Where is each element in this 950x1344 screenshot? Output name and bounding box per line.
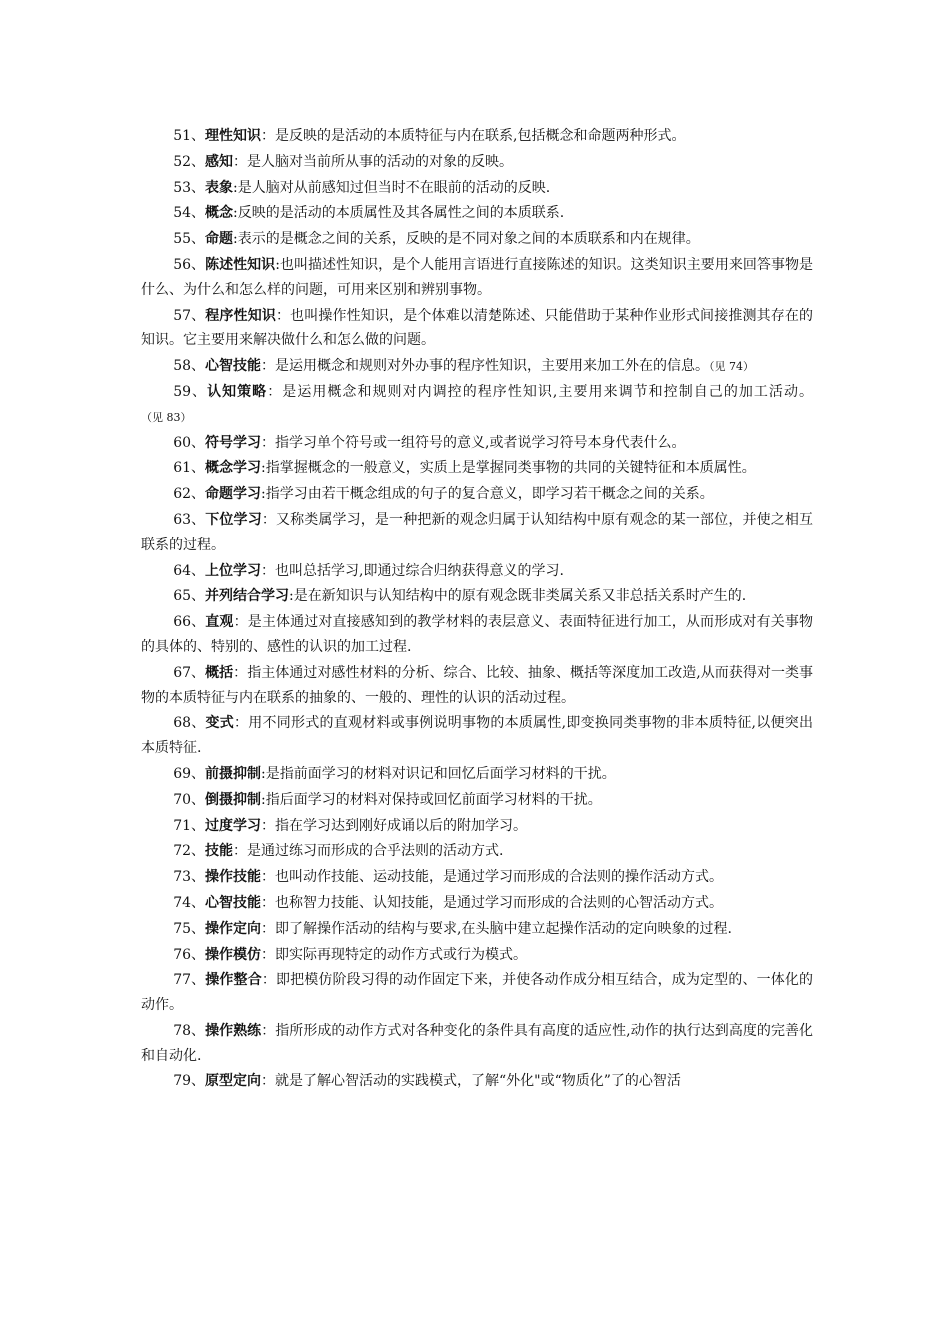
- entry-number: 75、: [173, 920, 206, 937]
- entry-note: （见 74）: [709, 360, 755, 374]
- entry-separator: ：: [233, 614, 248, 631]
- entry-definition: 指在学习达到刚好成诵以后的附加学习。: [275, 817, 528, 834]
- entry-definition: 指掌握概念的一般意义，实质上是掌握同类事物的共同的关键特征和本质属性。: [265, 460, 756, 477]
- glossary-entry: [141, 176, 813, 202]
- entry-number: 58、: [173, 358, 206, 375]
- entry-number: 63、: [173, 511, 206, 528]
- glossary-entry: [141, 227, 813, 253]
- entry-term: 表象: [205, 179, 234, 196]
- entry-number: 71、: [173, 817, 206, 834]
- entry-number: 65、: [173, 588, 206, 605]
- entry-separator: :: [261, 791, 266, 808]
- entry-separator: :: [233, 205, 238, 222]
- entry-number: 74、: [173, 894, 206, 911]
- entry-separator: :: [233, 179, 238, 196]
- entry-definition: 指学习由若干概念组成的句子的复合意义，即学习若干概念之间的关系。: [265, 486, 714, 503]
- entry-number: 78、: [173, 1022, 206, 1039]
- entry-term: 过度学习: [205, 817, 262, 834]
- entry-definition: 也叫总括学习,即通过综合归纳获得意义的学习.: [275, 562, 564, 579]
- entry-number: 60、: [173, 434, 206, 451]
- entry-term: 符号学习: [205, 434, 262, 451]
- entry-separator: :: [275, 256, 280, 273]
- entry-definition: 即了解操作活动的结构与要求,在头脑中建立起操作活动的定向映象的过程.: [275, 920, 732, 937]
- entry-term: 上位学习: [205, 562, 262, 579]
- entry-number: 54、: [173, 205, 206, 222]
- entry-term: 命题: [205, 231, 234, 248]
- entry-number: 72、: [173, 843, 206, 860]
- entry-number: 55、: [173, 231, 206, 248]
- entry-definition: 是人脑对当前所从事的活动的对象的反映。: [247, 153, 514, 170]
- entry-definition: 即实际再现特定的动作方式或行为模式。: [275, 946, 528, 963]
- glossary-entry: [141, 1019, 813, 1070]
- entry-separator: ：: [261, 920, 276, 937]
- entry-definition: 是反映的是活动的本质特征与内在联系,包括概念和命题两种形式。: [275, 128, 686, 144]
- entry-number: 62、: [173, 486, 206, 503]
- entry-definition: 是人脑对从前感知过但当时不在眼前的活动的反映.: [237, 179, 551, 196]
- entry-separator: ：: [261, 358, 276, 375]
- glossary-entry: [141, 865, 813, 891]
- glossary-entry: [141, 891, 813, 917]
- entry-number: 67、: [173, 664, 206, 681]
- glossary-entry: [141, 456, 813, 482]
- entry-number: 68、: [173, 715, 206, 732]
- glossary-entry: [141, 711, 813, 762]
- entry-definition: 也称智力技能、认知技能，是通过学习而形成的合法则的心智活动方式。: [275, 894, 724, 911]
- entry-separator: ：: [261, 869, 276, 886]
- entry-number: 56、: [173, 256, 206, 273]
- entry-term: 倒摄抑制: [205, 791, 262, 808]
- entry-number: 66、: [173, 614, 206, 631]
- entry-definition: 即把模仿阶段习得的动作固定下来，并使各动作成分相互结合，成为定型的、一体化的动作。: [141, 972, 813, 1014]
- glossary-entry: [141, 354, 813, 380]
- entry-number: 51、: [173, 128, 206, 144]
- entry-definition: 指学习单个符号或一组符号的意义,或者说学习符号本身代表什么。: [275, 434, 686, 451]
- glossary-entry: [141, 380, 813, 431]
- entry-separator: ：: [234, 715, 249, 732]
- glossary-entry: [141, 482, 813, 508]
- entry-definition: 指主体通过对感性材料的分析、综合、比较、抽象、概括等深度加工改造,从而获得对一类事物的本质特征与内在联系的抽象的、一般的、理性的认识的活动过程。: [141, 664, 814, 706]
- entry-term: 操作熟练: [205, 1022, 262, 1039]
- entry-term: 技能: [205, 843, 234, 860]
- entry-definition: 是运用概念和规则对内调控的程序性知识,主要用来调节和控制自己的加工活动。: [282, 383, 814, 400]
- glossary-entry: [141, 610, 813, 661]
- glossary-entry: [141, 253, 813, 304]
- entry-definition: 反映的是活动的本质属性及其各属性之间的本质联系.: [237, 205, 565, 222]
- entry-term: 直观: [205, 614, 234, 631]
- entry-separator: :: [261, 765, 266, 782]
- entry-definition: 是主体通过对直接感知到的教学材料的表层意义、表面特征进行加工，从而形成对有关事物的具体的、特别的、感性的认识的加工过程.: [141, 614, 814, 655]
- entry-term: 操作技能: [205, 869, 262, 886]
- entry-separator: ：: [233, 664, 248, 681]
- entry-term: 感知: [205, 153, 234, 170]
- entry-number: 59、: [173, 383, 208, 400]
- entry-number: 73、: [173, 869, 206, 886]
- entry-separator: ：: [261, 972, 276, 989]
- entry-term: 理性知识: [205, 128, 262, 144]
- entry-definition: 也叫操作性知识，是个体难以清楚陈述、只能借助于某种作业形式间接推测其存在的知识。它主要用来解决做什么和怎么做的问题。: [141, 307, 814, 349]
- entry-term: 心智技能: [205, 358, 262, 375]
- entry-term: 变式: [205, 715, 234, 732]
- entry-number: 52、: [173, 153, 206, 170]
- entry-separator: :: [261, 486, 266, 503]
- entry-definition: 也叫动作技能、运动技能，是通过学习而形成的合法则的操作活动方式。: [275, 869, 724, 886]
- entry-term: 操作整合: [205, 972, 262, 989]
- glossary-list: [141, 124, 813, 1095]
- entry-number: 76、: [173, 946, 206, 963]
- entry-separator: ：: [261, 894, 276, 911]
- entry-note: （见 83）: [141, 410, 192, 424]
- glossary-entry: [141, 584, 813, 610]
- glossary-entry: [141, 304, 813, 355]
- glossary-entry: [141, 788, 813, 814]
- entry-separator: :: [261, 460, 266, 477]
- glossary-entry: [141, 201, 813, 227]
- entry-separator: ：: [261, 1022, 276, 1039]
- entry-separator: ：: [233, 843, 248, 860]
- entry-number: 53、: [173, 179, 206, 196]
- entry-separator: ：: [261, 511, 276, 528]
- glossary-entry: [141, 1069, 813, 1095]
- glossary-entry: [141, 968, 813, 1019]
- glossary-entry: [141, 762, 813, 788]
- entry-number: 57、: [173, 307, 206, 324]
- entry-definition: 是指前面学习的材料对识记和回忆后面学习材料的干扰。: [265, 765, 616, 782]
- entry-term: 并列结合学习: [205, 588, 290, 605]
- glossary-entry: [141, 917, 813, 943]
- entry-number: 70、: [173, 791, 206, 808]
- entry-separator: :: [233, 231, 238, 248]
- document-page: [141, 124, 813, 1095]
- entry-separator: ：: [261, 434, 276, 451]
- entry-definition: 指后面学习的材料对保持或回忆前面学习材料的干扰。: [265, 791, 602, 808]
- entry-definition: 表示的是概念之间的关系，反映的是不同对象之间的本质联系和内在规律。: [237, 231, 700, 248]
- entry-term: 陈述性知识: [205, 256, 276, 273]
- entry-term: 操作模仿: [205, 946, 262, 963]
- entry-term: 命题学习: [205, 486, 262, 503]
- entry-separator: ：: [261, 946, 276, 963]
- entry-separator: ：: [261, 817, 276, 834]
- glossary-entry: [141, 559, 813, 585]
- entry-separator: ：: [275, 307, 291, 324]
- entry-term: 认知策略: [207, 383, 268, 400]
- entry-number: 64、: [173, 562, 206, 579]
- entry-definition: 又称类属学习，是一种把新的观念归属于认知结构中原有观念的某一部位，并使之相互联系的过程。: [141, 511, 813, 553]
- entry-definition: 是在新知识与认知结构中的原有观念既非类属关系又非总括关系时产生的.: [293, 588, 747, 605]
- entry-term: 心智技能: [205, 894, 262, 911]
- entry-number: 61、: [173, 460, 206, 477]
- entry-definition: 指所形成的动作方式对各种变化的条件具有高度的适应性,动作的执行达到高度的完善化和自动化.: [141, 1022, 814, 1064]
- glossary-entry: [141, 124, 813, 150]
- entry-separator: :: [289, 588, 294, 605]
- entry-definition: 是运用概念和规则对外办事的程序性知识，主要用来加工外在的信息。: [275, 358, 710, 375]
- entry-term: 下位学习: [205, 511, 262, 528]
- glossary-entry: [141, 943, 813, 969]
- glossary-entry: [141, 661, 813, 712]
- entry-separator: ：: [261, 562, 276, 579]
- entry-term: 前摄抑制: [205, 765, 262, 782]
- entry-number: 77、: [173, 972, 206, 989]
- entry-number: 69、: [173, 765, 206, 782]
- glossary-entry: [141, 150, 813, 176]
- entry-term: 概念学习: [205, 460, 262, 477]
- entry-separator: ：: [267, 383, 283, 400]
- entry-definition: 用不同形式的直观材料或事例说明事物的本质属性,即变换同类事物的非本质特征,以便突出本质特征.: [141, 715, 813, 757]
- entry-term: 概念: [205, 205, 234, 222]
- glossary-entry: [141, 431, 813, 457]
- entry-term: 程序性知识: [205, 307, 276, 324]
- glossary-entry: [141, 814, 813, 840]
- glossary-entry: [141, 508, 813, 559]
- entry-definition: 是通过练习而形成的合乎法则的活动方式.: [247, 843, 504, 860]
- entry-definition: 就是了解心智活动的实践模式，了解“外化"或“物质化”了的心智活: [275, 1073, 681, 1090]
- entry-separator: ：: [261, 128, 276, 144]
- glossary-entry: [141, 839, 813, 865]
- entry-definition: 也叫描述性知识，是个人能用言语进行直接陈述的知识。这类知识主要用来回答事物是什么、为什么和怎么样的问题，可用来区别和辨别事物。: [141, 256, 813, 298]
- entry-number: 79、: [173, 1073, 206, 1090]
- entry-term: 操作定向: [205, 920, 262, 937]
- entry-separator: ：: [233, 153, 248, 170]
- entry-term: 概括: [205, 664, 234, 681]
- entry-separator: ：: [261, 1073, 276, 1090]
- entry-term: 原型定向: [205, 1073, 262, 1090]
